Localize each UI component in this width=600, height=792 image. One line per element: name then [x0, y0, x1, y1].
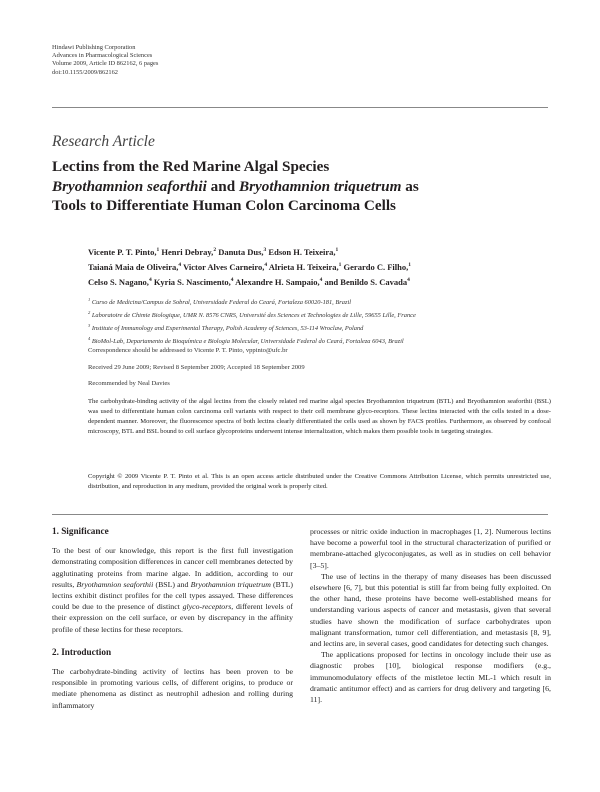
correspondence: Correspondence should be addressed to Vicente P. T. Pinto, vppinto@ufc.br — [88, 347, 288, 354]
introduction-paragraph: The carbohydrate-binding activity of lectins has been proven to be responsible in promoting various cells, of different origins, to produce or mediate phenomena as distinct as neutrophil adhesion and rolling during inflammatory — [52, 667, 293, 710]
affiliations — [88, 295, 416, 348]
author-list — [88, 244, 558, 290]
article-type: Research Article — [52, 133, 155, 150]
journal-header — [52, 44, 158, 77]
body-paragraph: The use of lectins in the therapy of many diseases has been discussed elsewhere [6, 7], but this potential is still far from being fully exploited. On the other hand, these proteins have become well-established means for understanding various aspects of cancer and metastasis, given that several studies have shown the modification of surface carbohydrates upon malignant transformation, tumor cell differentiation, and metastasis [8, 9], and lectins are, in several cases, good candidates for detecting such changes. — [310, 571, 551, 649]
title-line-3: Tools to Differentiate Human Colon Carcinoma Cells — [52, 197, 396, 214]
copyright-notice: Copyright © 2009 Vicente P. T. Pinto et al. This is an open access article distributed under the Creative Commons Attribution License, which permits unrestricted use, distribution, and reproduction in any medium, provided the original work is properly cited. — [88, 473, 551, 490]
journal-volume: Volume 2009, Article ID 862162, 6 pages — [52, 60, 159, 68]
section-divider — [52, 514, 548, 515]
authors-line: Taianá Maia de Oliveira,$^4$ Victor Alves Carneiro,$^4$ Alrieta H. Teixeira,$^1$ Gerardo C. Filho,$^1$ — [88, 262, 411, 273]
body-paragraph: processes or nitric oxide induction in macrophages [1, 2]. Numerous lectins have become a powerful tool in the structural characterization of purified or membrane-attached glycoconjugates, as well as in studies on cell behavior [3–5]. — [310, 527, 551, 570]
body-paragraph: The applications proposed for lectins in oncology include their use as diagnostic probes [10], biological response modifiers (e.g., immunomodulatory effects of the mistletoe lectin ML-1 which result in dramatic antitumor effect) and as carriers for drug delivery and targeting [6, 11]. — [310, 650, 551, 705]
journal-name: Advances in Pharmacological Sciences — [52, 52, 153, 60]
publisher: Hindawi Publishing Corporation — [52, 44, 136, 51]
title-line-2: Bryothamnion seaforthii and Bryothamnion triquetrum as — [52, 177, 419, 195]
abstract: The carbohydrate-binding activity of the algal lectins from the closely related red marine algal species Bryothamnion triquetrum (BTL) and Bryothamnion seaforthii (BSL) was used to differentiate human colon carcinoma cell variants with respect to their cell membrane glyco-receptors. These lectins interacted with the cells tested in a dose-dependent manner. Moreover, the fluorescence spectra of both lectins clearly differentiated the cells used as shown by FACS profiles. Furthermore, as observed by confocal microscopy, BTL and BSL bound to cell surface glycoproteins underwent intense internalization, which makes them possible tools in targeting strategies. — [88, 398, 551, 435]
affiliation-item: $^1$ Curso de Medicina/Campus de Sobral, Universidade Federal do Ceará, Fortaleza 60020-181, Brazil — [88, 297, 352, 307]
significance-paragraph: To the best of our knowledge, this report is the first full investigation demonstrating composition differences in cancer cell membranes detected by agglutinating proteins from marine algae. In addition, according to our results, Bryothamnion seaforthii (BSL) and Bryothamnion triquetrum (BTL) lectins exhibit distinct profiles for the cell types assayed. These differences could be due to the presence of distinct glyco-receptors, different levels of their expression on the cell surface, or even by discrepancy in the affinity profile of these lectins for these receptors. — [52, 546, 293, 634]
left-column — [52, 526, 293, 711]
section-heading-significance: 1. Significance — [52, 526, 109, 536]
article-dates: Received 29 June 2009; Revised 8 September 2009; Accepted 18 September 2009 — [88, 364, 305, 371]
affiliation-item: $^4$ BioMol-Lab, Departamento de Bioquímica e Biologia Molecular, Universidade Federal do Ceará, Fortaleza 6043, Brazil — [88, 336, 404, 346]
title-line-1: Lectins from the Red Marine Algal Species — [52, 158, 330, 175]
article-title — [52, 157, 552, 216]
header-divider — [52, 107, 548, 108]
authors-line: Vicente P. T. Pinto,$^1$ Henri Debray,$^2$ Danuta Dus,$^3$ Edson H. Teixeira,$^1$ — [88, 246, 339, 257]
journal-doi: doi:10.1155/2009/862162 — [52, 68, 118, 76]
affiliation-item: $^3$ Institute of Immunology and Experimental Therapy, Polish Academy of Sciences, 53-114 Wroclaw, Poland — [88, 323, 364, 333]
section-heading-introduction: 2. Introduction — [52, 646, 112, 657]
right-column — [310, 526, 551, 705]
authors-line: Celso S. Nagano,$^4$ Kyria S. Nascimento,$^4$ Alexandre H. Sampaio,$^4$ and Benildo S. Cavada$^4$ — [88, 277, 410, 288]
recommended-by: Recommended by Neal Davies — [88, 380, 170, 387]
affiliation-item: $^2$ Laboratoire de Chimie Biologique, UMR N. 8576 CNRS, Université des Sciences et Technologies de Lille, 59655 Lille, France — [88, 310, 416, 320]
